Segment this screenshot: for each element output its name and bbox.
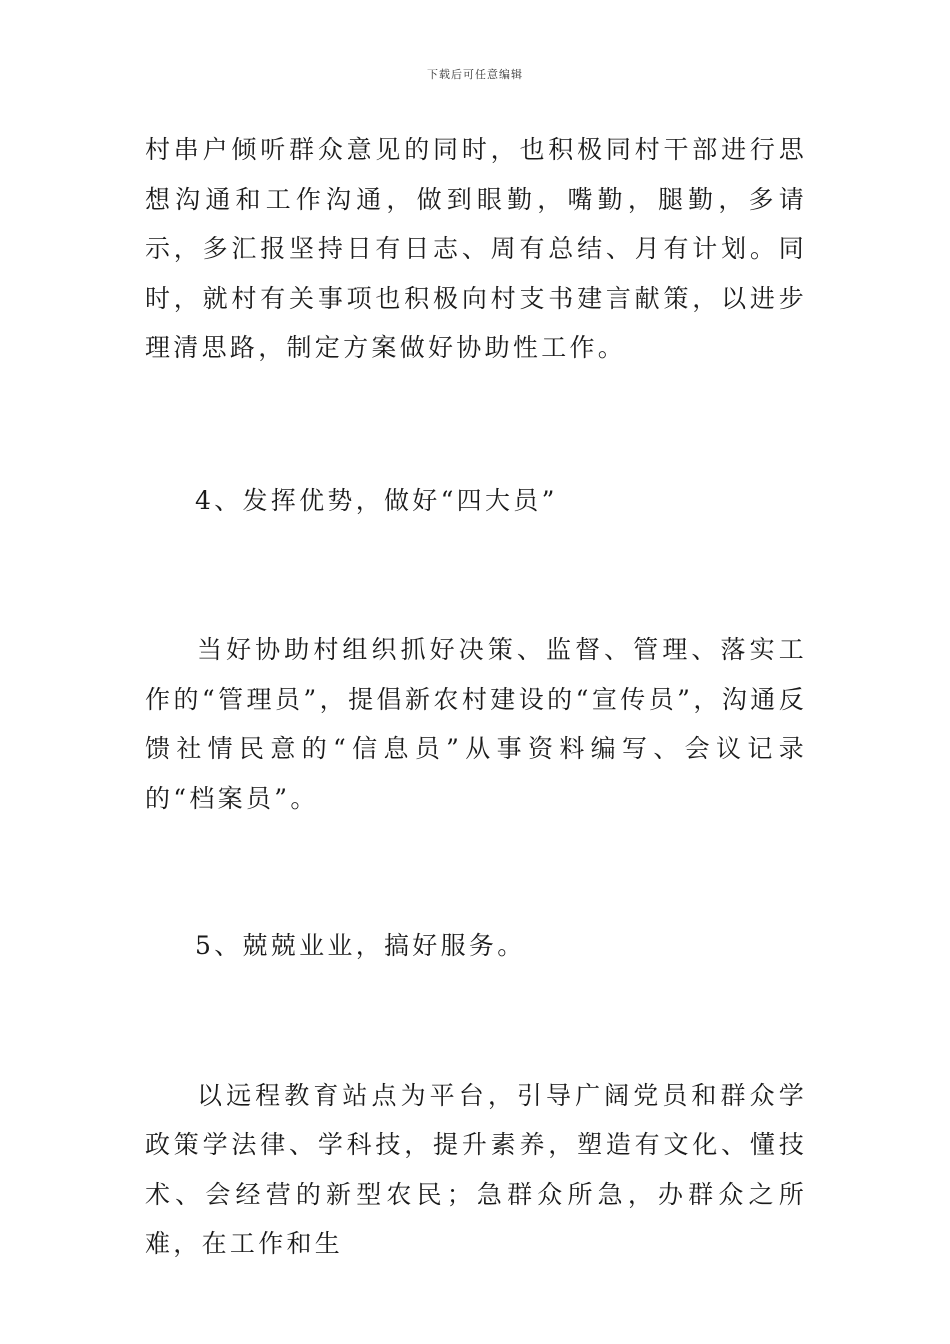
section-heading-5: 5、兢兢业业，搞好服务。 <box>195 931 526 960</box>
spacer <box>145 525 807 625</box>
spacer <box>145 373 807 476</box>
page-header-note: 下载后可任意编辑 <box>427 68 523 81</box>
document-body <box>145 125 807 1269</box>
paragraph-four-roles: 当好协助村组织抓好决策、监督、管理、落实工作的“管理员”，提倡新农村建设的“宣传员”，沟通反馈社情民意的“信息员”从事资料编写、会议记录的“档案员”。 <box>145 635 807 813</box>
paragraph-service: 以远程教育站点为平台，引导广阔党员和群众学政策学法律、学科技，提升素养，塑造有文化、懂技术、会经营的新型农民；急群众所急，办群众之所难，在工作和生 <box>145 1080 807 1258</box>
paragraph-continued: 村串户倾听群众意见的同时，也积极同村干部进行思想沟通和工作沟通，做到眼勤，嘴勤，腿勤，多请示，多汇报坚持日有日志、周有总结、月有计划。同时，就村有关事项也积极向村支书建言献策，以进步理清思路，制定方案做好协助性工作。 <box>145 135 807 362</box>
section-heading-4: 4、发挥优势，做好“四大员” <box>195 485 558 515</box>
spacer <box>145 971 807 1071</box>
spacer <box>145 823 807 921</box>
